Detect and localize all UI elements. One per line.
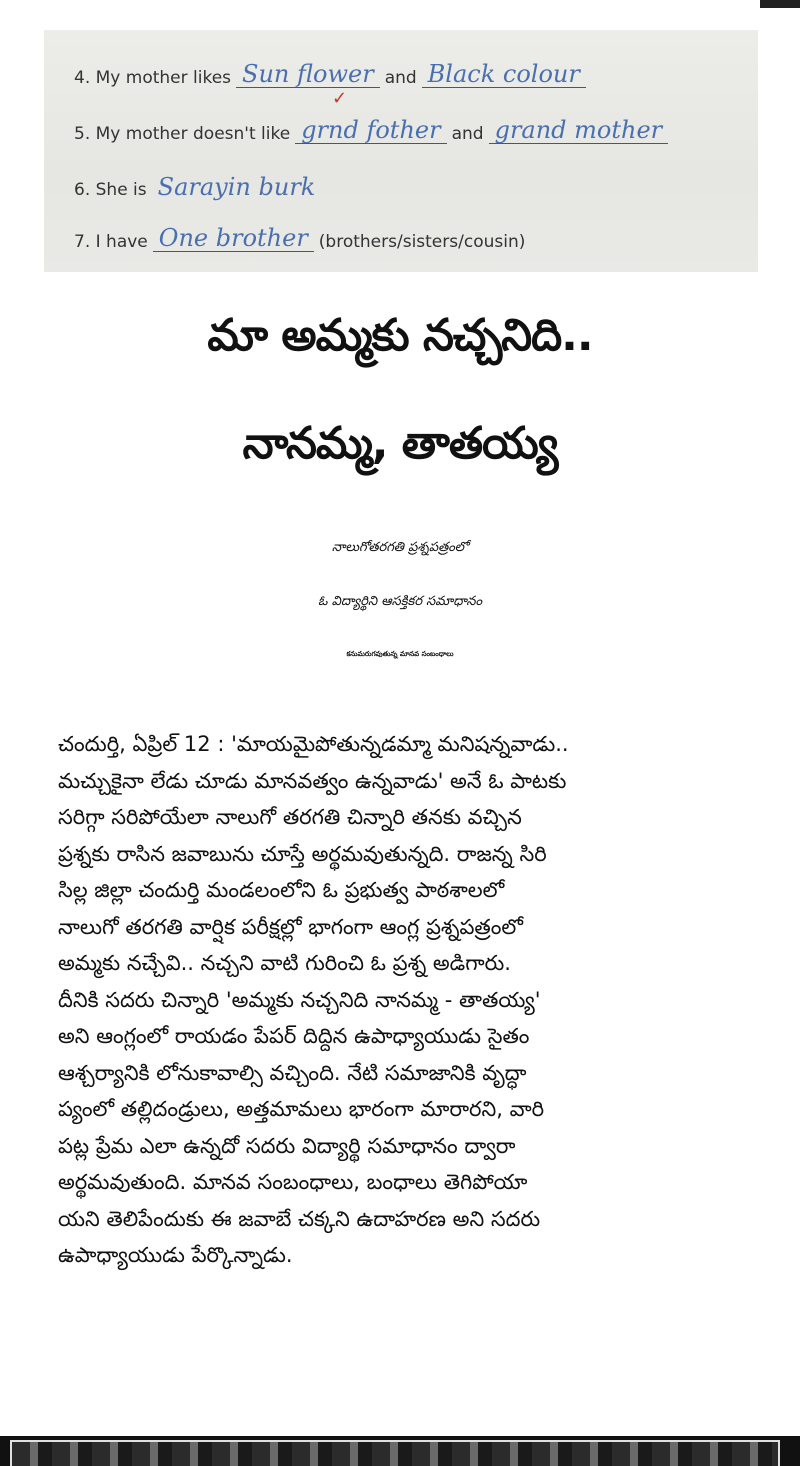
body-line: సిల్ల జిల్లా చందుర్తి మండలంలోని ఓ ప్రభుత్వ పాఠశాలలో	[58, 878, 505, 902]
question-row	[74, 212, 525, 252]
top-corner-mark	[760, 0, 800, 8]
question-text: 6. She is	[74, 180, 147, 200]
body-line: ఉపాధ్యాయుడు పేర్కొన్నాడు.	[58, 1243, 293, 1267]
handwritten-answer: Sun flower	[236, 62, 380, 88]
handwritten-answer: Sarayin burk	[157, 173, 316, 201]
body-line: యని తెలిపేందుకు ఈ జవాబే చక్కని ఉదాహరణ అని సదరు	[58, 1206, 541, 1231]
question-connector: and	[451, 124, 484, 144]
red-tick-mark: ✓	[332, 88, 348, 109]
question-row	[74, 48, 591, 88]
question-row	[74, 104, 673, 144]
body-line: అమ్మకు నచ్చేవి.. నచ్చని వాటి గురించి ఓ ప్రశ్న అడిగారు.	[58, 951, 511, 975]
body-line: మచ్చుకైనా లేడు చూడు మానవత్వం ఉన్నవాడు' అనే ఓ పాటకు	[58, 768, 567, 793]
body-line: అని ఆంగ్లంలో రాయడం పేపర్ దిద్దిన ఉపాధ్యాయుడు సైతం	[58, 1024, 530, 1048]
question-options: (brothers/sisters/cousin)	[318, 232, 526, 252]
headline-line-1: మా అమ్మకు నచ్చనిది..	[207, 310, 593, 361]
question-connector: and	[384, 68, 417, 88]
handwritten-answer: One brother	[153, 226, 314, 252]
body-line: చందుర్తి, ఏప్రిల్ 12 : 'మాయమైపోతున్నడమ్మా మనిషన్నవాడు..	[58, 732, 569, 756]
body-line: పట్ల ప్రేమ ఎలా ఉన్నదో సదరు విద్యార్థి సమాధానం ద్వారా	[58, 1133, 516, 1158]
body-line: నాలుగో తరగతి వార్షిక పరీక్షల్లో భాగంగా ఆంగ్ల ప్రశ్నపత్రంలో	[58, 914, 524, 939]
body-line: సరిగ్గా సరిపోయేలా నాలుగో తరగతి చిన్నారి తనకు వచ్చిన	[58, 805, 522, 829]
body-line: అర్థమవుతుంది. మానవ సంబంధాలు, బంధాలు తెగిపోయా	[58, 1170, 528, 1194]
next-article-image-strip	[0, 1436, 800, 1466]
body-line: దీనికి సదరు చిన్నారి 'అమ్మకు నచ్చనిది నానమ్మ - తాతయ్య'	[58, 987, 541, 1012]
worksheet-photo	[44, 30, 758, 272]
subheading-line-3: కనుమరుగవుతున్న మానవ సంబంధాలు	[346, 650, 454, 658]
question-row	[74, 160, 326, 200]
question-text: 5. My mother doesn't like	[74, 124, 291, 144]
handwritten-answer: Black colour	[422, 62, 586, 88]
body-line: ప్రశ్నకు రాసిన జవాబును చూస్తే అర్థమవుతున్నది. రాజన్న సిరి	[58, 841, 547, 866]
subheading-line-2: ఓ విద్యార్థిని ఆసక్తికర సమాధానం	[317, 594, 483, 609]
question-text: 4. My mother likes	[74, 68, 232, 88]
body-line: ప్యంలో తల్లిదండ్రులు, అత్తమామలు భారంగా మారారని, వారి	[58, 1097, 545, 1121]
headline-line-2: నానమ్మ, తాతయ్య	[242, 418, 558, 469]
article-body	[58, 726, 758, 1274]
next-article-image	[10, 1440, 780, 1466]
subheading-line-1: నాలుగోతరగతి ప్రశ్నపత్రంలో	[331, 540, 469, 555]
handwritten-answer: grand mother	[489, 118, 669, 144]
question-text: 7. I have	[74, 232, 148, 252]
handwritten-answer: grnd fother	[295, 118, 446, 144]
body-line: ఆశ్చర్యానికి లోనుకావాల్సి వచ్చింది. నేటి సమాజానికి వృద్ధా	[58, 1060, 527, 1085]
